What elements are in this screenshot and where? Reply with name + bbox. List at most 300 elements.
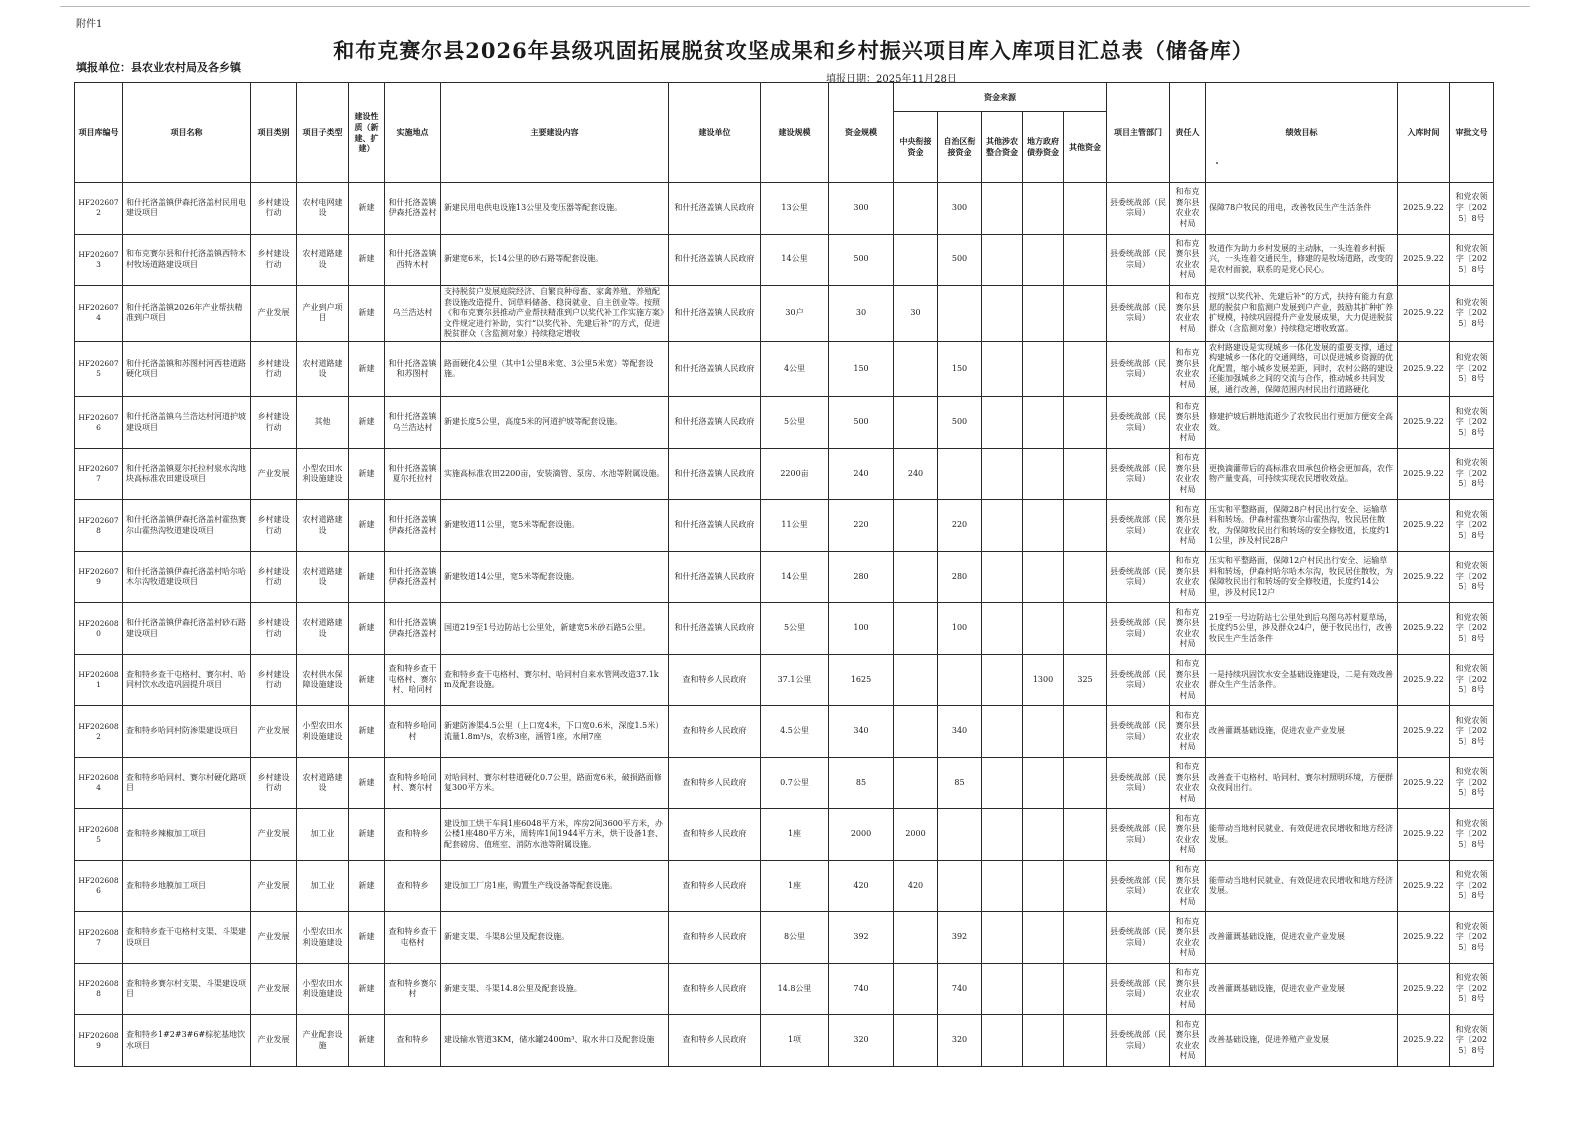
cell-builder: 查和特乡人民政府: [669, 860, 761, 912]
cell-approval: 和党农领字〔2025〕8号: [1450, 234, 1494, 286]
cell-fund-local-bond: [1023, 500, 1064, 552]
cell-builder: 和什托洛盖镇人民政府: [669, 448, 761, 500]
cell-fund-other: [1064, 551, 1107, 603]
cell-subtype: 农村道路建设: [297, 234, 349, 286]
col-fund-region: 自治区衔接资金: [938, 112, 982, 183]
page-title: 和布克赛尔县2026年县级巩固拓展脱贫攻坚成果和乡村振兴项目库入库项目汇总表（储备库）: [333, 38, 1254, 63]
cell-location: 和什托洛盖镇伊森托洛盖村: [385, 183, 441, 235]
cell-subtype: 产业配套设施: [297, 1015, 349, 1067]
col-location: 实施地点: [385, 83, 441, 183]
cell-fund-other: [1064, 603, 1107, 655]
table-row: [75, 706, 1494, 758]
cell-code: HF2026074: [75, 286, 123, 342]
cell-dept: 县委统战部（民宗局）: [1107, 286, 1170, 342]
cell-content: 对哈同村、赛尔村巷道硬化0.7公里，路面宽6米，破损路面修复300平方米。: [441, 757, 669, 809]
cell-dept: 县委统战部（民宗局）: [1107, 757, 1170, 809]
cell-nature: 新建: [349, 397, 385, 449]
cell-amount: 392: [829, 912, 894, 964]
cell-fund-other-integrated: [982, 500, 1023, 552]
cell-goal: 修建护坡后耕地流逝少了农牧民出行更加方便安全高效。: [1206, 397, 1398, 449]
cell-fund-other-integrated: [982, 912, 1023, 964]
cell-builder: 和什托洛盖镇人民政府: [669, 500, 761, 552]
cell-name: 查和特乡1#2#3#6#棕驼基地饮水项目: [123, 1015, 251, 1067]
cell-nature: 新建: [349, 448, 385, 500]
cell-builder: 查和特乡人民政府: [669, 963, 761, 1015]
cell-code: HF2026081: [75, 654, 123, 706]
cell-fund-region: 740: [938, 963, 982, 1015]
cell-fund-local-bond: [1023, 809, 1064, 861]
cell-scale: 11公里: [761, 500, 829, 552]
cell-nature: 新建: [349, 551, 385, 603]
cell-goal: 更换滴灌带后的高标准农田承包价格会更加高，农作物产量变高，可持续实现农民增收效益。: [1206, 448, 1398, 500]
cell-category: 产业发展: [251, 1015, 297, 1067]
cell-dept: 县委统战部（民宗局）: [1107, 809, 1170, 861]
cell-amount: 100: [829, 603, 894, 655]
cell-scale: 30户: [761, 286, 829, 342]
cell-fund-local-bond: [1023, 286, 1064, 342]
cell-goal: 改善灌溉基础设施，促进农业产业发展: [1206, 963, 1398, 1015]
cell-fund-region: 320: [938, 1015, 982, 1067]
cell-scale: 4公里: [761, 341, 829, 397]
cell-approval: 和党农领字〔2025〕8号: [1450, 183, 1494, 235]
cell-amount: 300: [829, 183, 894, 235]
cell-goal: 219至一号边防站七公里处到后乌图乌苏村夏草场，长度约5公里，涉及群众24户，便于牧民出行，改善牧民生产生活条件: [1206, 603, 1398, 655]
cell-name: 和什托洛盖镇伊森托洛盖村砂石路建设项目: [123, 603, 251, 655]
cell-subtype: 小型农田水利设施建设: [297, 448, 349, 500]
cell-code: HF2026082: [75, 706, 123, 758]
cell-fund-region: [938, 860, 982, 912]
cell-date: 2025.9.22: [1398, 654, 1450, 706]
cell-goal: 按照“以奖代补、先建后补”的方式，扶持有能力有意愿的脱贫户和监测户发展到户产业，鼓励其扩种扩养扩规模，持续巩固提升产业发展成果，大力促进脱贫群众（含监测对象）持续稳定增收致富。: [1206, 286, 1398, 342]
cell-approval: 和党农领字〔2025〕8号: [1450, 500, 1494, 552]
cell-fund-local-bond: [1023, 757, 1064, 809]
cell-amount: 500: [829, 234, 894, 286]
cell-fund-other: [1064, 809, 1107, 861]
cell-date: 2025.9.22: [1398, 234, 1450, 286]
cell-scale: 2200亩: [761, 448, 829, 500]
scan-speck: [1216, 162, 1218, 164]
cell-approval: 和党农领字〔2025〕8号: [1450, 860, 1494, 912]
col-fund-central: 中央衔接资金: [894, 112, 938, 183]
cell-fund-local-bond: [1023, 341, 1064, 397]
cell-fund-local-bond: 1300: [1023, 654, 1064, 706]
cell-fund-local-bond: [1023, 183, 1064, 235]
cell-fund-central: [894, 912, 938, 964]
cell-fund-region: 150: [938, 341, 982, 397]
table-row: [75, 603, 1494, 655]
cell-subtype: 其他: [297, 397, 349, 449]
cell-goal: 牧道作为助力乡村发展的主动脉，一头连着乡村振兴，一头连着交通民生，修建的是牧场道路，改变的是农村面貌，联系的是党心民心。: [1206, 234, 1398, 286]
cell-fund-central: [894, 341, 938, 397]
cell-fund-other: [1064, 397, 1107, 449]
cell-goal: 能带动当地村民就业、有效促进农民增收和地方经济发展。: [1206, 860, 1398, 912]
cell-person: 和布克赛尔县农业农村局: [1170, 809, 1206, 861]
cell-content: 新建防渗渠4.5公里（上口宽4米，下口宽0.6米，深度1.5米）流量1.8m³/s，农桥3座，涵管1座，水闸7座: [441, 706, 669, 758]
cell-scale: 13公里: [761, 183, 829, 235]
cell-fund-central: 240: [894, 448, 938, 500]
cell-nature: 新建: [349, 654, 385, 706]
cell-dept: 县委统战部（民宗局）: [1107, 234, 1170, 286]
cell-code: HF2026084: [75, 757, 123, 809]
cell-goal: 保障78户牧民的用电，改善牧民生产生活条件: [1206, 183, 1398, 235]
cell-scale: 4.5公里: [761, 706, 829, 758]
cell-fund-region: 500: [938, 397, 982, 449]
cell-scale: 0.7公里: [761, 757, 829, 809]
cell-fund-other-integrated: [982, 551, 1023, 603]
cell-builder: 和什托洛盖镇人民政府: [669, 603, 761, 655]
col-subtype: 项目子类型: [297, 83, 349, 183]
cell-fund-local-bond: [1023, 1015, 1064, 1067]
cell-dept: 县委统战部（民宗局）: [1107, 654, 1170, 706]
cell-amount: 1625: [829, 654, 894, 706]
cell-location: 查和特乡查干屯格村: [385, 912, 441, 964]
cell-person: 和布克赛尔县农业农村局: [1170, 448, 1206, 500]
cell-person: 和布克赛尔县农业农村局: [1170, 286, 1206, 342]
cell-nature: 新建: [349, 963, 385, 1015]
cell-category: 产业发展: [251, 809, 297, 861]
cell-approval: 和党农领字〔2025〕8号: [1450, 809, 1494, 861]
cell-content: 国道219至1号边防站七公里处，新建宽5米砂石路5公里。: [441, 603, 669, 655]
cell-fund-region: 340: [938, 706, 982, 758]
cell-date: 2025.9.22: [1398, 500, 1450, 552]
cell-content: 新建民用电供电设施13公里及变压器等配套设施。: [441, 183, 669, 235]
cell-dept: 县委统战部（民宗局）: [1107, 183, 1170, 235]
cell-fund-central: [894, 603, 938, 655]
cell-name: 和什托洛盖镇2026年产业帮扶精准到户项目: [123, 286, 251, 342]
cell-fund-central: [894, 706, 938, 758]
cell-dept: 县委统战部（民宗局）: [1107, 912, 1170, 964]
cell-builder: 和什托洛盖镇人民政府: [669, 397, 761, 449]
cell-fund-central: 30: [894, 286, 938, 342]
cell-nature: 新建: [349, 341, 385, 397]
cell-approval: 和党农领字〔2025〕8号: [1450, 397, 1494, 449]
cell-location: 查和特乡哈同村: [385, 706, 441, 758]
cell-fund-region: [938, 448, 982, 500]
cell-approval: 和党农领字〔2025〕8号: [1450, 341, 1494, 397]
cell-scale: 14公里: [761, 234, 829, 286]
cell-fund-other-integrated: [982, 860, 1023, 912]
cell-date: 2025.9.22: [1398, 603, 1450, 655]
cell-fund-other: [1064, 963, 1107, 1015]
cell-scale: 5公里: [761, 603, 829, 655]
cell-location: 查和特乡: [385, 860, 441, 912]
cell-dept: 县委统战部（民宗局）: [1107, 963, 1170, 1015]
cell-amount: 740: [829, 963, 894, 1015]
cell-person: 和布克赛尔县农业农村局: [1170, 183, 1206, 235]
cell-content: 支持脱贫户发展庭院经济、自繁良种母畜、家禽养殖、养殖配套设施改造提升、饲草料储备、稳岗就业、自主创业等。按照《和布克赛尔县推动产业帮扶精准到户以奖代补工作实施方案》文件规定进行补助，实行“以奖代补、先建后补”的方式，促进脱贫群众（含监测对象）持续稳定增收: [441, 286, 669, 342]
table-row: [75, 397, 1494, 449]
cell-content: 实施高标准农田2200亩，安装滴管、泵房、水池等附属设施。: [441, 448, 669, 500]
cell-location: 和什托洛盖镇伊森托洛盖村: [385, 500, 441, 552]
cell-category: 乡村建设行动: [251, 603, 297, 655]
cell-name: 和什托洛盖镇伊森托洛盖村哈尔哈木尔沟牧道建设项目: [123, 551, 251, 603]
cell-person: 和布克赛尔县农业农村局: [1170, 860, 1206, 912]
cell-name: 查和特乡辣椒加工项目: [123, 809, 251, 861]
cell-date: 2025.9.22: [1398, 551, 1450, 603]
cell-fund-local-bond: [1023, 963, 1064, 1015]
col-dept: 项目主管部门: [1107, 83, 1170, 183]
cell-dept: 县委统战部（民宗局）: [1107, 397, 1170, 449]
cell-fund-other: [1064, 1015, 1107, 1067]
cell-builder: 和什托洛盖镇人民政府: [669, 183, 761, 235]
cell-fund-local-bond: [1023, 448, 1064, 500]
cell-scale: 1座: [761, 809, 829, 861]
cell-fund-central: [894, 757, 938, 809]
cell-code: HF2026076: [75, 397, 123, 449]
cell-nature: 新建: [349, 183, 385, 235]
cell-fund-central: [894, 963, 938, 1015]
cell-category: 产业发展: [251, 963, 297, 1015]
cell-fund-central: [894, 397, 938, 449]
cell-nature: 新建: [349, 912, 385, 964]
cell-subtype: 农村道路建设: [297, 341, 349, 397]
cell-dept: 县委统战部（民宗局）: [1107, 341, 1170, 397]
cell-builder: 查和特乡人民政府: [669, 912, 761, 964]
cell-nature: 新建: [349, 234, 385, 286]
cell-category: 乡村建设行动: [251, 757, 297, 809]
table-row: [75, 286, 1494, 342]
cell-person: 和布克赛尔县农业农村局: [1170, 234, 1206, 286]
cell-code: HF2026088: [75, 963, 123, 1015]
cell-date: 2025.9.22: [1398, 183, 1450, 235]
cell-fund-central: 2000: [894, 809, 938, 861]
cell-date: 2025.9.22: [1398, 397, 1450, 449]
cell-content: 路面硬化4公里（其中1公里8米宽、3公里5米宽）等配套设施。: [441, 341, 669, 397]
col-code: 项目库编号: [75, 83, 123, 183]
cell-location: 和什托洛盖镇夏尔托拉村: [385, 448, 441, 500]
cell-fund-other-integrated: [982, 963, 1023, 1015]
cell-code: HF2026073: [75, 234, 123, 286]
cell-subtype: 农村道路建设: [297, 603, 349, 655]
cell-date: 2025.9.22: [1398, 706, 1450, 758]
cell-goal: 压实和平整路面，保障28户村民出行安全、运输草料和转场。伊森村霍热赛尔山霍热沟，牧民居住散牧，为保障牧民出行和转场的安全修牧道，长度约11公里，涉及村民28户: [1206, 500, 1398, 552]
cell-date: 2025.9.22: [1398, 912, 1450, 964]
cell-person: 和布克赛尔县农业农村局: [1170, 500, 1206, 552]
cell-code: HF2026087: [75, 912, 123, 964]
cell-category: 产业发展: [251, 706, 297, 758]
cell-approval: 和党农领字〔2025〕8号: [1450, 1015, 1494, 1067]
cell-amount: 85: [829, 757, 894, 809]
cell-location: 查和特乡哈同村、赛尔村: [385, 757, 441, 809]
cell-approval: 和党农领字〔2025〕8号: [1450, 448, 1494, 500]
cell-approval: 和党农领字〔2025〕8号: [1450, 963, 1494, 1015]
cell-name: 查和特乡地膜加工项目: [123, 860, 251, 912]
cell-location: 查和特乡赛尔村: [385, 963, 441, 1015]
table-row: [75, 341, 1494, 397]
cell-fund-other-integrated: [982, 809, 1023, 861]
cell-fund-local-bond: [1023, 860, 1064, 912]
col-fund-other: 其他资金: [1064, 112, 1107, 183]
cell-goal: 改善灌溉基础设施，促进农业产业发展: [1206, 706, 1398, 758]
cell-scale: 14.8公里: [761, 963, 829, 1015]
cell-date: 2025.9.22: [1398, 1015, 1450, 1067]
cell-name: 和布克赛尔县和什托洛盖镇西特木村牧场道路建设项目: [123, 234, 251, 286]
cell-fund-other-integrated: [982, 706, 1023, 758]
cell-category: 乡村建设行动: [251, 234, 297, 286]
cell-category: 乡村建设行动: [251, 341, 297, 397]
cell-nature: 新建: [349, 809, 385, 861]
cell-subtype: 小型农田水利设施建设: [297, 706, 349, 758]
cell-amount: 500: [829, 397, 894, 449]
cell-fund-other-integrated: [982, 1015, 1023, 1067]
cell-subtype: 农村道路建设: [297, 757, 349, 809]
cell-fund-central: [894, 551, 938, 603]
col-content: 主要建设内容: [441, 83, 669, 183]
cell-nature: 新建: [349, 860, 385, 912]
cell-code: HF2026077: [75, 448, 123, 500]
cell-code: HF2026089: [75, 1015, 123, 1067]
cell-fund-other: [1064, 500, 1107, 552]
cell-amount: 320: [829, 1015, 894, 1067]
table-body: [75, 183, 1494, 1067]
cell-goal: 压实和平整路面，保障12户村民出行安全、运输草料和转场，伊森村哈尔哈木尔沟，牧民居住散牧，为保障牧民出行和转场的安全修牧道，长度约14公里，涉及村民12户: [1206, 551, 1398, 603]
col-name: 项目名称: [123, 83, 251, 183]
cell-category: 乡村建设行动: [251, 183, 297, 235]
cell-dept: 县委统战部（民宗局）: [1107, 551, 1170, 603]
cell-fund-other: [1064, 234, 1107, 286]
cell-fund-region: 500: [938, 234, 982, 286]
cell-fund-central: [894, 654, 938, 706]
cell-fund-other: [1064, 286, 1107, 342]
cell-person: 和布克赛尔县农业农村局: [1170, 603, 1206, 655]
cell-date: 2025.9.22: [1398, 286, 1450, 342]
cell-person: 和布克赛尔县农业农村局: [1170, 1015, 1206, 1067]
col-category: 项目类别: [251, 83, 297, 183]
cell-fund-local-bond: [1023, 603, 1064, 655]
cell-name: 和什托洛盖镇伊森托洛盖村民用电建设项目: [123, 183, 251, 235]
cell-scale: 8公里: [761, 912, 829, 964]
cell-dept: 县委统战部（民宗局）: [1107, 1015, 1170, 1067]
cell-fund-other: [1064, 341, 1107, 397]
cell-fund-region: 280: [938, 551, 982, 603]
cell-name: 查和特乡哈同村、赛尔村硬化路项目: [123, 757, 251, 809]
cell-builder: 和什托洛盖镇人民政府: [669, 286, 761, 342]
cell-location: 和什托洛盖镇和苏图村: [385, 341, 441, 397]
cell-location: 和什托洛盖镇乌兰浩达村: [385, 397, 441, 449]
cell-approval: 和党农领字〔2025〕8号: [1450, 654, 1494, 706]
cell-fund-other-integrated: [982, 286, 1023, 342]
cell-person: 和布克赛尔县农业农村局: [1170, 654, 1206, 706]
cell-goal: 改善基础设施，促进养殖产业发展: [1206, 1015, 1398, 1067]
cell-code: HF2026075: [75, 341, 123, 397]
cell-category: 产业发展: [251, 912, 297, 964]
table-row: [75, 551, 1494, 603]
cell-fund-other: [1064, 183, 1107, 235]
cell-fund-region: [938, 286, 982, 342]
cell-nature: 新建: [349, 286, 385, 342]
cell-approval: 和党农领字〔2025〕8号: [1450, 912, 1494, 964]
cell-code: HF2026079: [75, 551, 123, 603]
cell-subtype: 产业到户项目: [297, 286, 349, 342]
cell-builder: 和什托洛盖镇人民政府: [669, 234, 761, 286]
cell-dept: 县委统战部（民宗局）: [1107, 500, 1170, 552]
cell-location: 查和特乡查干屯格村、赛尔村、哈同村: [385, 654, 441, 706]
cell-code: HF2026086: [75, 860, 123, 912]
cell-goal: 农村路建设是实现城乡一体化发展的重要支撑，通过构建城乡一体化的交通网络，可以促进城乡资源的优化配置，缩小城乡发展差距，同时，农村公路的建设还能加强城乡之间的交流与合作，推动城乡共同发展，通行改善，保障范围内村民出行道路硬化: [1206, 341, 1398, 397]
cell-nature: 新建: [349, 500, 385, 552]
cell-name: 查和特乡查干屯格村、赛尔村、哈同村饮水改造巩固提升项目: [123, 654, 251, 706]
cell-name: 查和特乡哈同村防渗渠建设项目: [123, 706, 251, 758]
cell-person: 和布克赛尔县农业农村局: [1170, 706, 1206, 758]
cell-fund-local-bond: [1023, 706, 1064, 758]
cell-name: 和什托洛盖镇夏尔托拉村泉水沟地块高标准农田建设项目: [123, 448, 251, 500]
cell-subtype: 农村道路建设: [297, 551, 349, 603]
cell-fund-other: [1064, 860, 1107, 912]
table-row: [75, 448, 1494, 500]
cell-fund-central: [894, 183, 938, 235]
cell-date: 2025.9.22: [1398, 963, 1450, 1015]
cell-person: 和布克赛尔县农业农村局: [1170, 397, 1206, 449]
cell-content: 新建牧道11公里，宽5米等配套设施。: [441, 500, 669, 552]
filing-unit: 填报单位：县农业农村局及各乡镇: [76, 61, 241, 74]
col-amount: 资金规模: [829, 83, 894, 183]
col-builder: 建设单位: [669, 83, 761, 183]
cell-subtype: 加工业: [297, 860, 349, 912]
cell-dept: 县委统战部（民宗局）: [1107, 603, 1170, 655]
cell-fund-other: [1064, 912, 1107, 964]
cell-person: 和布克赛尔县农业农村局: [1170, 551, 1206, 603]
cell-fund-other: [1064, 757, 1107, 809]
cell-fund-region: [938, 809, 982, 861]
cell-category: 产业发展: [251, 286, 297, 342]
cell-date: 2025.9.22: [1398, 341, 1450, 397]
cell-amount: 2000: [829, 809, 894, 861]
cell-fund-other: 325: [1064, 654, 1107, 706]
cell-fund-region: 392: [938, 912, 982, 964]
cell-name: 查和特乡查干屯格村支渠、斗渠建设项目: [123, 912, 251, 964]
project-table: [74, 82, 1494, 1067]
cell-goal: 能带动当地村民就业、有效促进农民增收和地方经济发展。: [1206, 809, 1398, 861]
cell-fund-local-bond: [1023, 912, 1064, 964]
cell-code: HF2026085: [75, 809, 123, 861]
cell-amount: 220: [829, 500, 894, 552]
table-row: [75, 963, 1494, 1015]
cell-builder: 查和特乡人民政府: [669, 706, 761, 758]
cell-person: 和布克赛尔县农业农村局: [1170, 757, 1206, 809]
col-date: 入库时间: [1398, 83, 1450, 183]
table-row: [75, 912, 1494, 964]
cell-fund-other-integrated: [982, 341, 1023, 397]
cell-location: 乌兰浩达村: [385, 286, 441, 342]
cell-date: 2025.9.22: [1398, 448, 1450, 500]
cell-location: 和什托洛盖镇伊森托洛盖村: [385, 551, 441, 603]
cell-date: 2025.9.22: [1398, 757, 1450, 809]
table-row: [75, 234, 1494, 286]
cell-fund-other-integrated: [982, 234, 1023, 286]
cell-fund-other-integrated: [982, 654, 1023, 706]
cell-builder: 查和特乡人民政府: [669, 1015, 761, 1067]
cell-goal: 一是持续巩固饮水安全基础设施建设，二是有效改善群众生产生活条件。: [1206, 654, 1398, 706]
cell-content: 新建长度5公里，高度5米的河道护坡等配套设施。: [441, 397, 669, 449]
cell-code: HF2026078: [75, 500, 123, 552]
cell-amount: 420: [829, 860, 894, 912]
cell-location: 和什托洛盖镇伊森托洛盖村: [385, 603, 441, 655]
cell-fund-other: [1064, 448, 1107, 500]
cell-fund-other-integrated: [982, 603, 1023, 655]
cell-date: 2025.9.22: [1398, 860, 1450, 912]
cell-location: 查和特乡: [385, 1015, 441, 1067]
table-row: [75, 183, 1494, 235]
cell-fund-central: [894, 500, 938, 552]
cell-subtype: 农村电网建设: [297, 183, 349, 235]
cell-category: 产业发展: [251, 448, 297, 500]
cell-dept: 县委统战部（民宗局）: [1107, 448, 1170, 500]
col-fund-other-integrated: 其他涉农整合资金: [982, 112, 1023, 183]
cell-fund-central: [894, 234, 938, 286]
cell-fund-region: 100: [938, 603, 982, 655]
cell-content: 建设加工烘干车间1座6048平方米，库房2间3600平方米，办公楼1座480平方米，周转库1间1944平方米，烘干设备1套、配套磅房、值班室、消防水池等附属设施。: [441, 809, 669, 861]
col-person: 责任人: [1170, 83, 1206, 183]
